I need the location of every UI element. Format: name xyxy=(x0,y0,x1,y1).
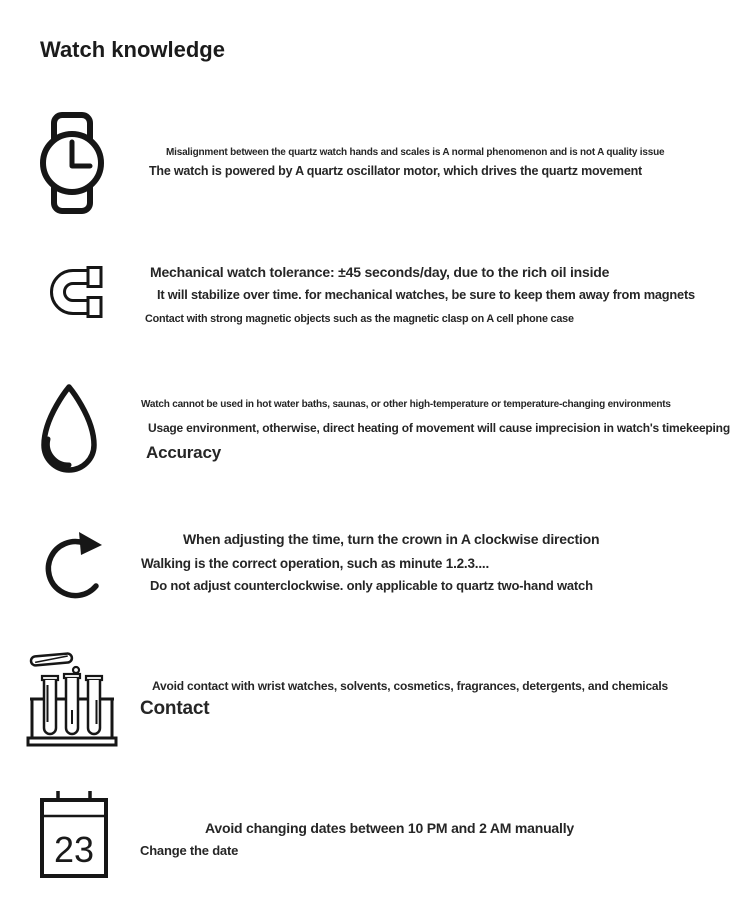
calendar-date-text: 23 xyxy=(53,829,95,870)
section1-text: The watch is powered by A quartz oscillator motor, which drives the quartz movement xyxy=(149,164,642,178)
section4-note: Do not adjust counterclockwise. only applicable to quartz two-hand watch xyxy=(150,578,593,593)
section2-headline: Mechanical watch tolerance: ±45 seconds/day, due to the rich oil inside xyxy=(150,264,610,280)
section5-text: Avoid contact with wrist watches, solvents, cosmetics, fragrances, detergents, and chemicals xyxy=(152,679,668,693)
section1-note: Misalignment between the quartz watch hands and scales is A normal phenomenon and is not A quality issue xyxy=(166,147,665,158)
clockwise-arrow-icon xyxy=(40,522,108,610)
section4-headline: When adjusting the time, turn the crown in A clockwise direction xyxy=(183,531,600,547)
calendar-icon xyxy=(36,788,112,880)
section4-text: Walking is the correct operation, such as minute 1.2.3.... xyxy=(141,556,489,571)
section2-text: It will stabilize over time. for mechanical watches, be sure to keep them away from magnets xyxy=(157,287,695,302)
wristwatch-icon xyxy=(38,111,106,215)
section6-text: Change the date xyxy=(140,843,239,858)
page-title: Watch knowledge xyxy=(40,37,225,62)
section2-note: Contact with strong magnetic objects such as the magnetic clasp on A cell phone case xyxy=(145,313,574,325)
magnet-icon xyxy=(40,261,106,323)
water-drop-icon xyxy=(36,383,102,479)
section3-headline: Accuracy xyxy=(146,443,221,462)
section5-headline: Contact xyxy=(140,698,210,719)
test-tubes-icon xyxy=(26,642,118,748)
section6-headline: Avoid changing dates between 10 PM and 2 AM manually xyxy=(205,820,574,836)
section3-note: Watch cannot be used in hot water baths, saunas, or other high-temperature or temperature-changing environments xyxy=(141,399,671,410)
section3-text: Usage environment, otherwise, direct heating of movement will cause imprecision in watch's timekeeping xyxy=(148,421,730,435)
